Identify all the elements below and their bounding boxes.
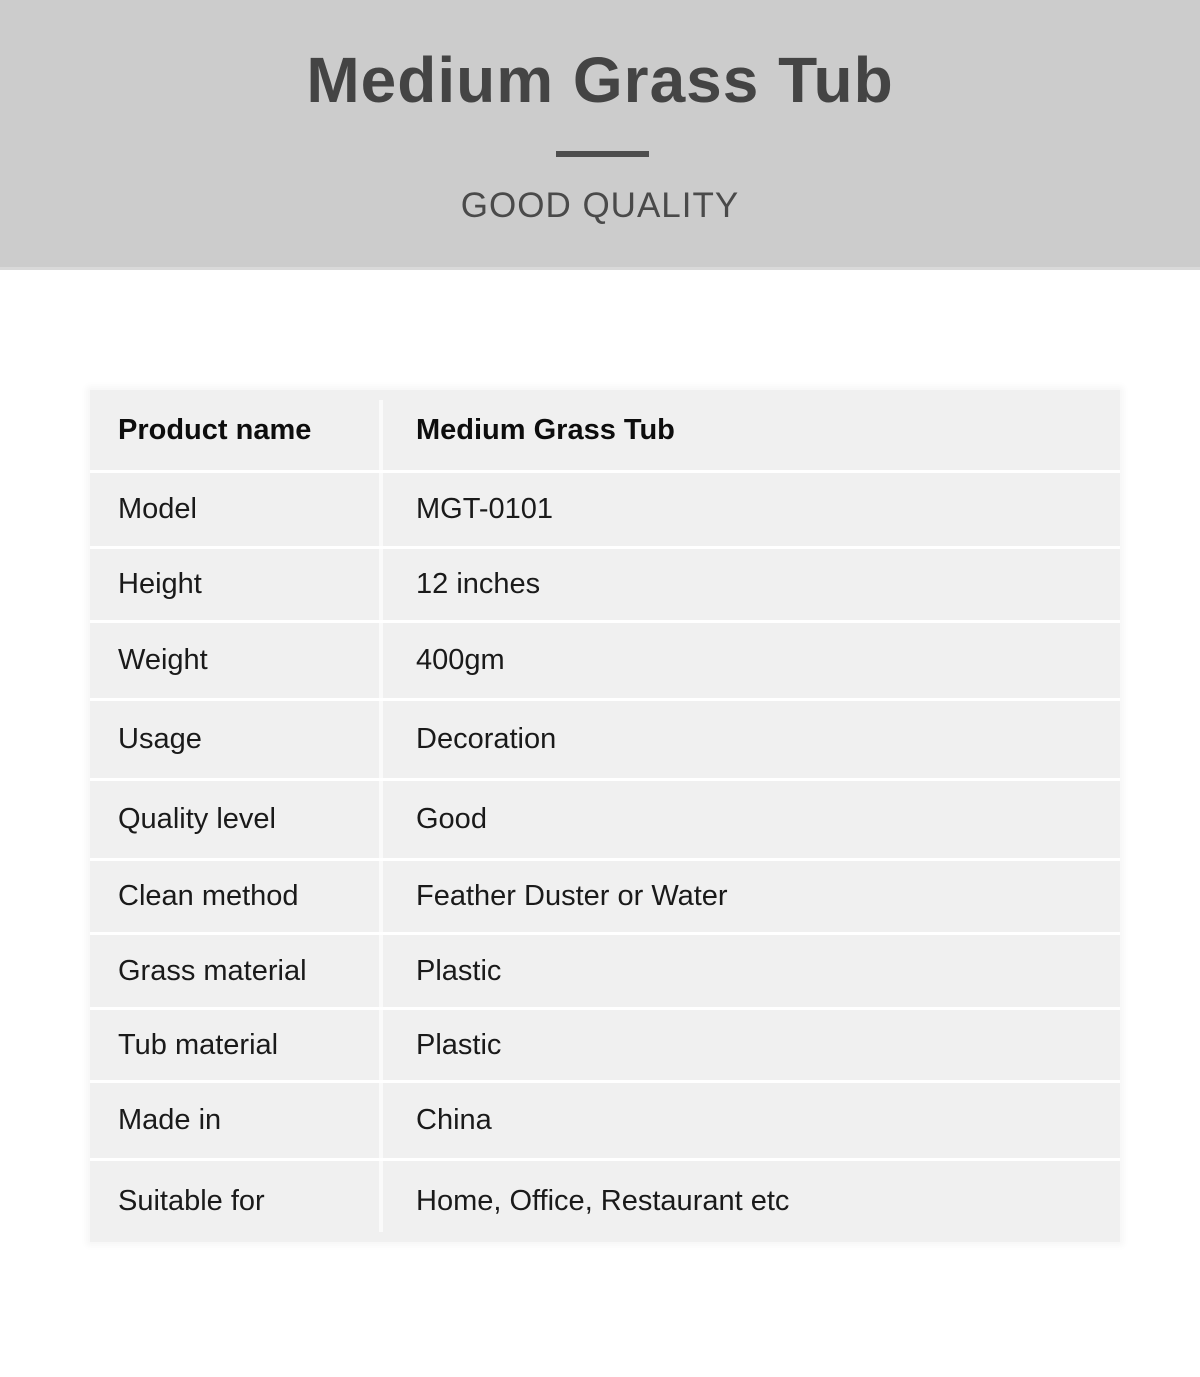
header-value-cell: Medium Grass Tub — [416, 413, 675, 446]
table-row — [90, 549, 1120, 623]
row-label: Grass material — [118, 954, 307, 987]
table-row — [90, 701, 1120, 781]
row-value: Feather Duster or Water — [416, 880, 728, 912]
row-value: Home, Office, Restaurant etc — [416, 1185, 790, 1217]
title-divider — [556, 151, 649, 157]
table-row — [90, 623, 1120, 701]
row-label: Tub material — [118, 1028, 279, 1061]
table-row — [90, 1083, 1120, 1161]
row-value: MGT-0101 — [416, 493, 553, 525]
row-value: Plastic — [416, 954, 502, 987]
page-header — [0, 0, 1200, 270]
row-label: Weight — [118, 644, 208, 676]
row-value: China — [416, 1104, 492, 1136]
row-label: Clean method — [118, 880, 299, 912]
row-value: 400gm — [416, 644, 505, 676]
table-row — [90, 935, 1120, 1010]
header-label-cell: Product name — [118, 413, 312, 446]
row-label: Suitable for — [118, 1185, 265, 1217]
table-row — [90, 1161, 1120, 1242]
table-row — [90, 861, 1120, 935]
table-header-row — [90, 390, 1120, 473]
row-label: Quality level — [118, 803, 276, 835]
spec-table — [90, 390, 1120, 1242]
row-value: 12 inches — [416, 568, 541, 600]
row-label: Made in — [118, 1104, 222, 1136]
table-row — [90, 1010, 1120, 1083]
row-label: Usage — [118, 723, 202, 755]
row-value: Good — [416, 803, 487, 835]
page-subtitle: GOOD QUALITY — [460, 186, 740, 225]
row-label: Model — [118, 493, 197, 525]
table-row — [90, 781, 1120, 861]
row-value: Decoration — [416, 723, 557, 755]
table-row — [90, 473, 1120, 549]
row-value: Plastic — [416, 1028, 502, 1061]
row-label: Height — [118, 568, 202, 600]
page-title: Medium Grass Tub — [306, 44, 894, 116]
